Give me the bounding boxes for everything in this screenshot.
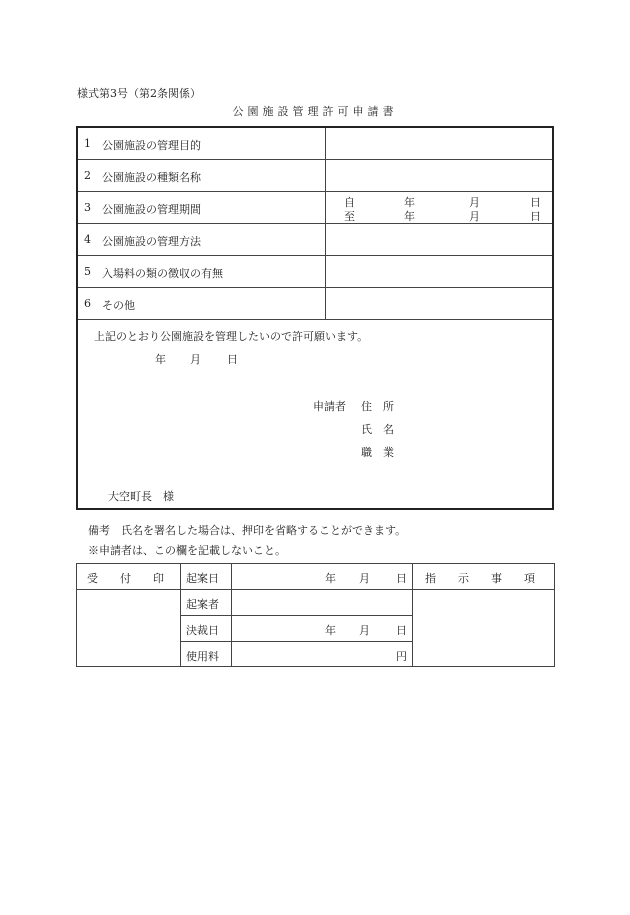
application-table: [76, 126, 554, 510]
table-row: [78, 128, 552, 160]
draft-date-label: 起案日: [186, 572, 219, 585]
table-row: [78, 288, 552, 320]
date-day: 日: [227, 353, 238, 366]
usage-fee-label: 使用料: [186, 650, 219, 663]
item-label: その他: [102, 299, 135, 312]
reception-stamp-label: 受 付 印: [87, 572, 164, 585]
table-row: [78, 256, 552, 288]
table-row: [78, 224, 552, 256]
item-number: 6: [84, 297, 91, 310]
item-number: 3: [84, 201, 91, 214]
occupation-label: 職 業: [361, 446, 394, 459]
item-label: 公園施設の管理方法: [102, 235, 201, 248]
item-number: 5: [84, 265, 91, 278]
item-number: 4: [84, 233, 91, 246]
page-title: 公園施設管理許可申請書: [232, 105, 398, 118]
item-number: 1: [84, 137, 91, 150]
addressee: 大空町長 様: [108, 490, 174, 503]
item-label: 入場料の類の徴収の有無: [102, 267, 223, 280]
name-label: 氏 名: [361, 423, 394, 436]
item-number: 2: [84, 169, 91, 182]
item-label: 公園施設の種類名称: [102, 171, 201, 184]
address-label: 住 所: [361, 400, 394, 413]
form-number: 様式第3号（第2条関係）: [77, 87, 201, 100]
decision-date-label: 決裁日: [186, 624, 219, 637]
drafter-label: 起案者: [186, 598, 219, 611]
applicant-label: 申請者: [313, 400, 346, 413]
item-label: 公園施設の管理期間: [102, 203, 201, 216]
date-month: 月: [190, 353, 201, 366]
instructions-label: 指 示 事 項: [425, 572, 535, 585]
office-use-table: 受 付 印 起案日 年 月 日 指 示 事 項 起案者 決裁日 年 月 日 使用料 円: [76, 563, 555, 667]
table-row: [78, 160, 552, 192]
remark-note: 備考 氏名を署名した場合は、押印を省略することができます。: [88, 524, 407, 537]
table-row: [78, 192, 552, 224]
date-year: 年: [155, 353, 166, 366]
period-to: 至 年 月 日: [344, 210, 541, 223]
period-from: 自 年 月 日: [344, 196, 541, 209]
yen-unit: 円: [396, 650, 407, 663]
instruction-note: ※申請者は、この欄を記載しないこと。: [88, 544, 286, 557]
item-label: 公園施設の管理目的: [102, 139, 201, 152]
request-text: 上記のとおり公園施設を管理したいので許可願います。: [94, 330, 369, 343]
